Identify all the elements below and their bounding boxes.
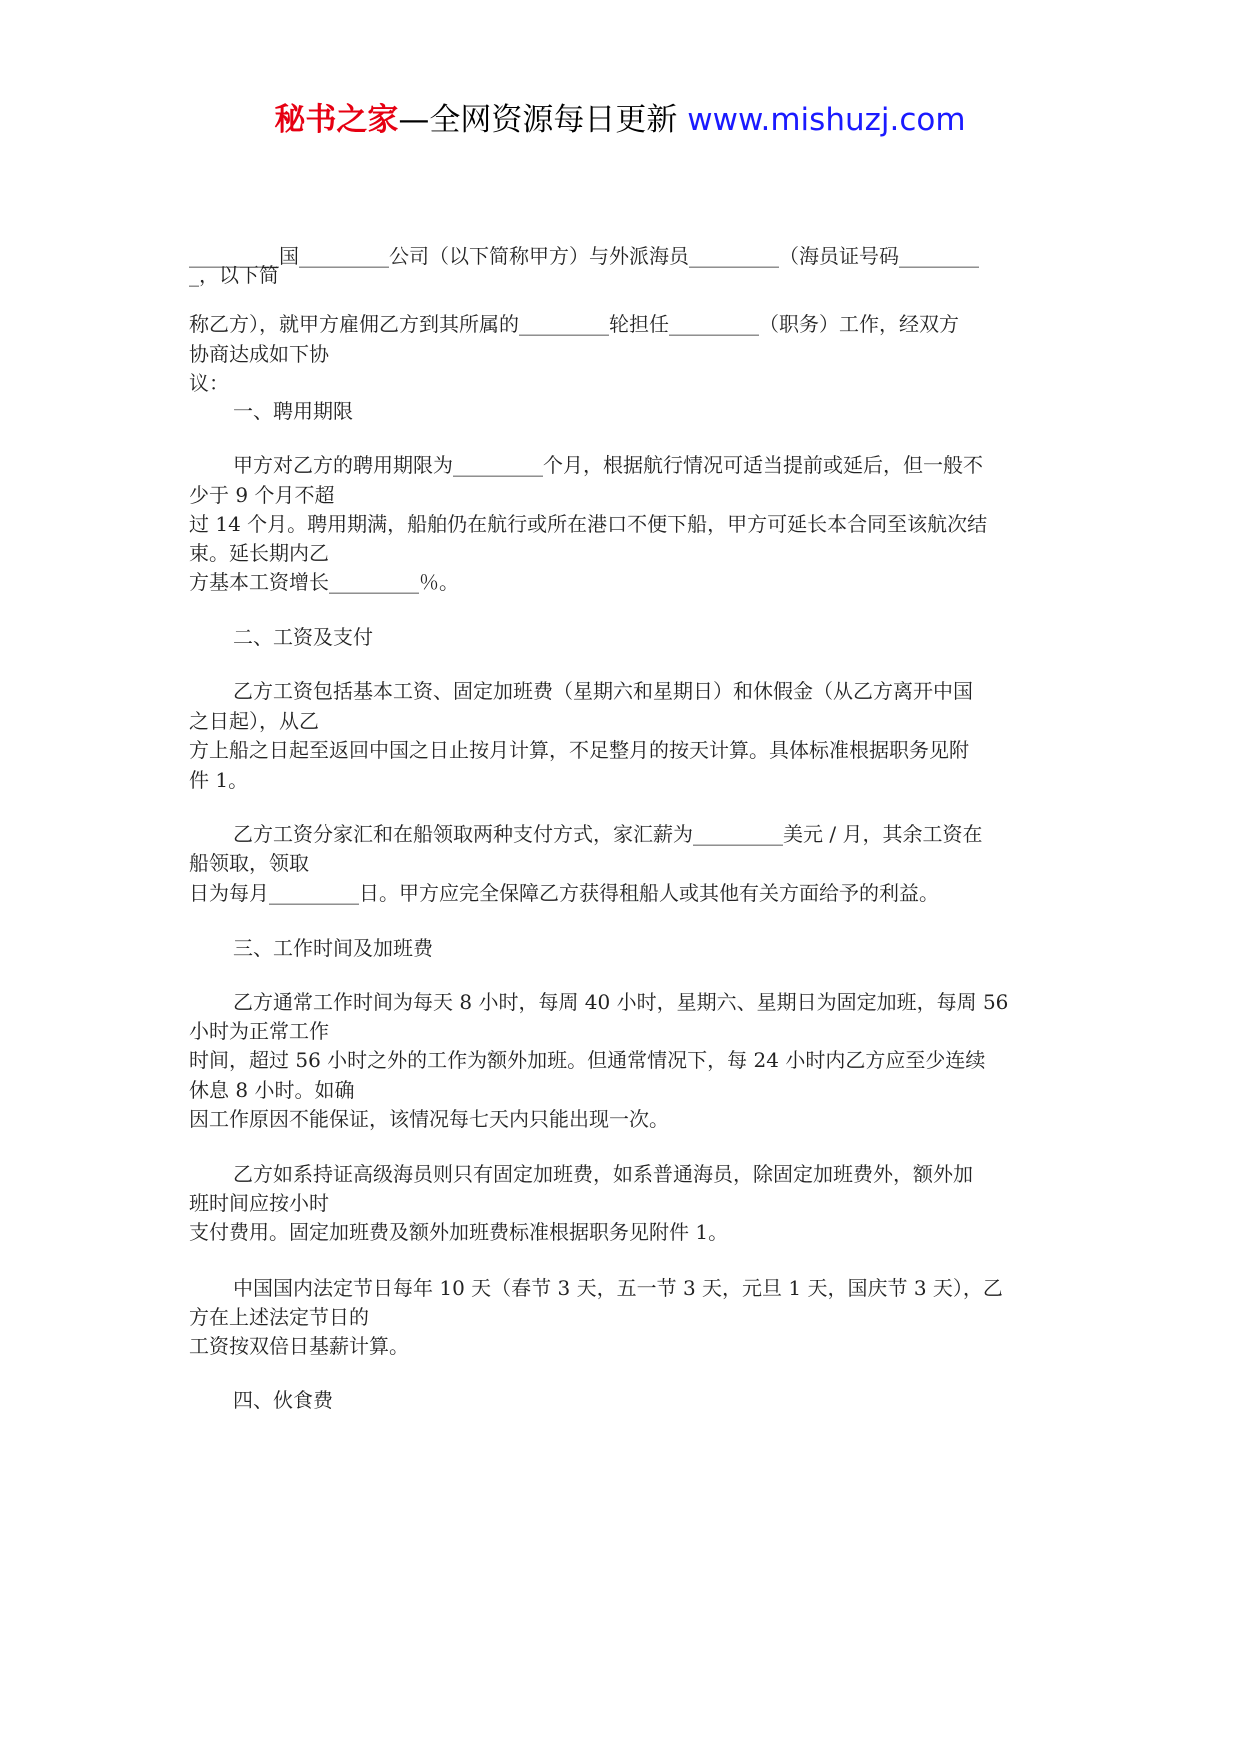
text-line: 方上船之日起至返回中国之日止按月计算，不足整月的按天计算。具体标准根据职务见附	[189, 738, 969, 762]
text-line: 班时间应按小时	[189, 1191, 329, 1215]
text-line: 束。延长期内乙	[189, 541, 329, 565]
section-heading: 二、工资及支付	[233, 625, 373, 649]
text-line: 乙方如系持证高级海员则只有固定加班费，如系普通海员，除固定加班费外，额外加	[233, 1162, 973, 1186]
text-line: 中国国内法定节日每年 10 天（春节 3 天，五一节 3 天，元旦 1 天，国庆节 3 天），乙	[233, 1276, 1003, 1300]
text-line: 乙方工资包括基本工资、固定加班费（星期六和星期日）和休假金（从乙方离开中国	[233, 679, 973, 703]
text-line: 日为每月_________日。甲方应完全保障乙方获得租船人或其他有关方面给予的利益。	[189, 881, 939, 905]
text-line: 工资按双倍日基薪计算。	[189, 1334, 409, 1358]
text-line: 之日起），从乙	[189, 709, 319, 733]
text-line: 乙方通常工作时间为每天 8 小时，每周 40 小时，星期六、星期日为固定加班，每周 56	[233, 990, 1009, 1014]
text-line: _________国_________公司（以下简称甲方）与外派海员_________（海员证号码________	[189, 244, 979, 268]
text-line: 件 1。	[189, 768, 249, 792]
section-heading: 四、伙食费	[233, 1388, 333, 1412]
text-line: 小时为正常工作	[189, 1019, 329, 1043]
text-line: 乙方工资分家汇和在船领取两种支付方式，家汇薪为_________美元 / 月，其余工资在	[233, 822, 983, 846]
text-line: 因工作原因不能保证，该情况每七天内只能出现一次。	[189, 1107, 669, 1131]
text-line: 支付费用。固定加班费及额外加班费标准根据职务见附件 1。	[189, 1220, 729, 1244]
section-heading: 三、工作时间及加班费	[233, 936, 433, 960]
brand-name: 秘书之家	[274, 102, 399, 138]
text-line: 称乙方），就甲方雇佣乙方到其所属的_________轮担任_________（职务）工作，经双方	[189, 312, 959, 336]
text-line: 休息 8 小时。如确	[189, 1078, 355, 1102]
text-line: 方在上述法定节日的	[189, 1305, 369, 1329]
site-header	[0, 98, 1240, 142]
section-heading: 一、聘用期限	[233, 399, 353, 423]
text-line: 方基本工资增长_________％。	[189, 570, 459, 594]
text-line: 时间，超过 56 小时之外的工作为额外加班。但通常情况下，每 24 小时内乙方应至少连续	[189, 1048, 986, 1072]
text-line: 甲方对乙方的聘用期限为_________个月，根据航行情况可适当提前或延后，但一般不	[233, 453, 983, 477]
site-url-link[interactable]: www.mishuzj.com	[687, 102, 966, 138]
text-line: 过 14 个月。聘用期满，船舶仍在航行或所在港口不便下船，甲方可延长本合同至该航次结	[189, 512, 988, 536]
text-line: 船领取，领取	[189, 851, 309, 875]
text-line: _，以下简	[189, 263, 279, 287]
text-line: 少于 9 个月不超	[189, 483, 335, 507]
header-tagline: —全网资源每日更新	[398, 102, 688, 138]
text-line: 议：	[189, 371, 229, 395]
text-line: 协商达成如下协	[189, 342, 329, 366]
